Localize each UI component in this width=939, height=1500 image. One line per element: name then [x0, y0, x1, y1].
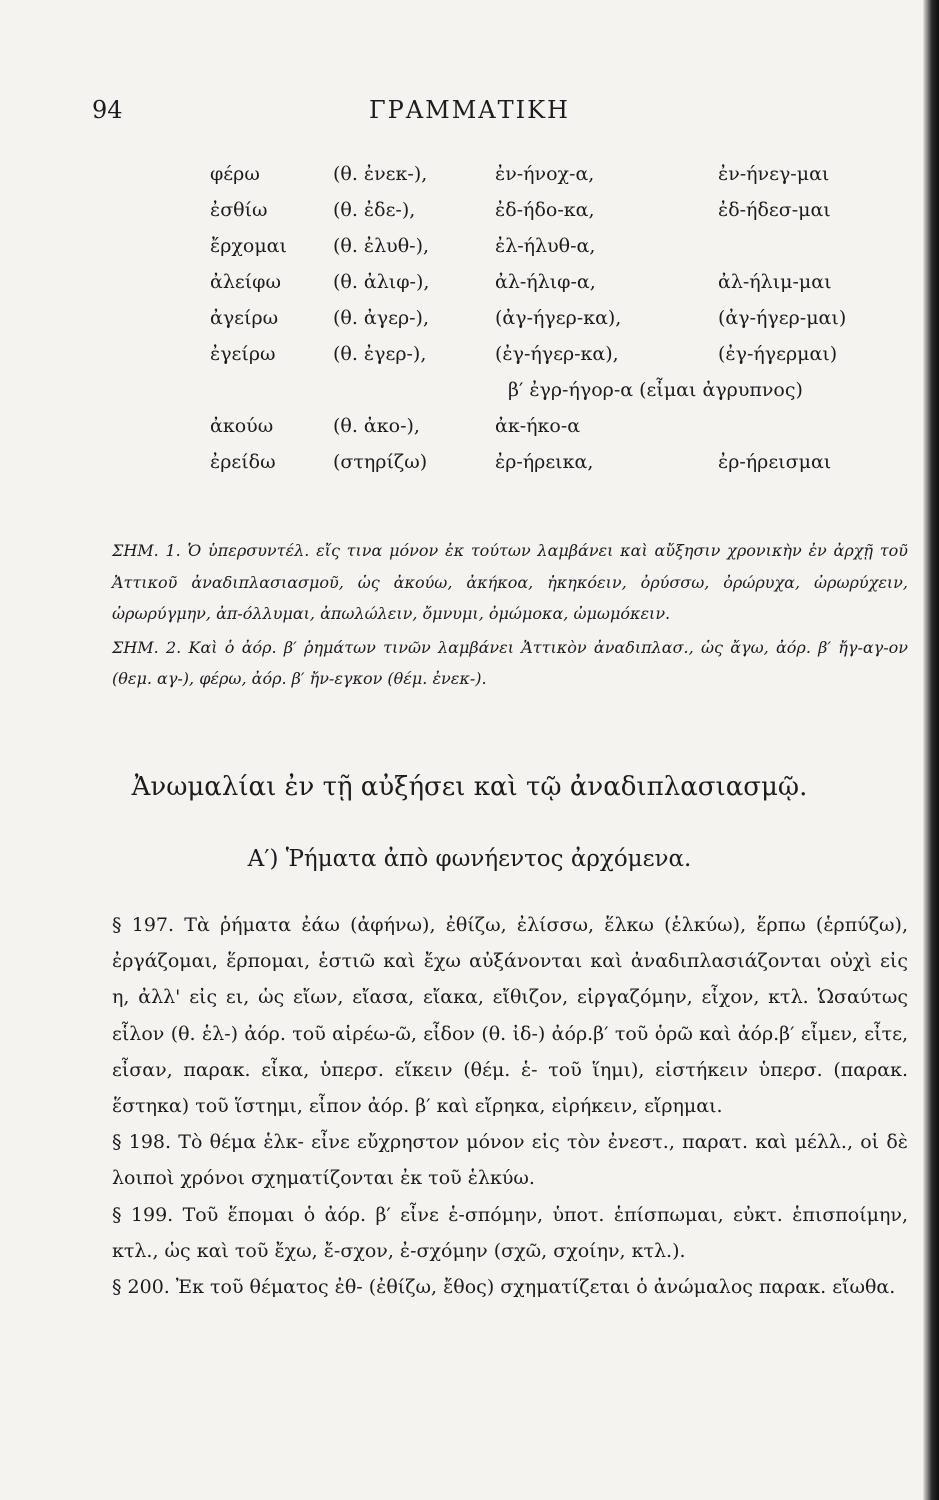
note-2: ΣΗΜ. 2. Καὶ ὁ ἀόρ. β′ ῥημάτων τινῶν λαμβάνει Ἀττικὸν ἀναδιπλασ., ὡς ἄγω, ἀόρ. β′ ἤγ-αγ-ον (θεμ. αγ-), φέρω, ἀόρ. β′ ἤν-εγκον (θέμ. ἐνεκ-). [112, 637, 908, 688]
verb-theme: (θ. ἐδε-), [333, 199, 416, 221]
verb-theme: (θ. ἀλιφ-), [333, 271, 430, 293]
section-title: Ἀνωμαλίαι ἐν τῇ αὐξήσει καὶ τῷ ἀναδιπλασιασμῷ. [131, 772, 808, 802]
verb: ἀλείφω [210, 271, 281, 293]
verb-passive: ἐρ-ήρεισμαι [718, 451, 832, 473]
verb-passive: (ἐγ-ήγερμαι) [718, 343, 838, 365]
verb-perfect: ἐδ-ήδο-κα, [495, 199, 595, 221]
verb-theme: (θ. ἐλυθ-), [333, 235, 430, 257]
verb-theme: (θ. ἀγερ-), [333, 307, 430, 329]
paragraph-199: § 199. Τοῦ ἕπομαι ὁ ἀόρ. β′ εἶνε ἑ-σπόμην, ὑποτ. ἑπίσπωμαι, εὐκτ. ἑπισποίμην, κτλ., ὡς καὶ τοῦ ἔχω, ἔ-σχον, ἐ-σχόμην (σχῶ, σχοίην, κτλ.). [112, 1203, 908, 1262]
verb-theme: (θ. ἀκο-), [333, 415, 420, 437]
verb-perfect: ἐν-ήνοχ-α, [495, 163, 595, 185]
page-header [0, 96, 939, 136]
verb-row [0, 271, 939, 307]
verb-row-extra [0, 379, 939, 415]
verb-passive: ἀλ-ήλιμ-μαι [718, 271, 832, 293]
paragraph-198: § 198. Τὸ θέμα ἑλκ- εἶνε εὔχρηστον μόνον εἰς τὸν ἐνεστ., παρατ. καὶ μέλλ., οἱ δὲ λοιποὶ χρόνοι σχηματίζονται ἐκ τοῦ ἑλκύω. [112, 1131, 908, 1190]
verb-row [0, 199, 939, 235]
verb-perfect: (ἀγ-ήγερ-κα), [495, 307, 622, 329]
body-text [112, 907, 908, 1305]
running-title: ΓΡΑΜΜΑΤΙΚΗ [369, 96, 570, 124]
verb: ἐρείδω [210, 451, 276, 473]
verb-passive: ἐν-ήνεγ-μαι [718, 163, 830, 185]
verb: φέρω [210, 163, 260, 185]
verb-row [0, 415, 939, 451]
verb-perfect: (ἐγ-ήγερ-κα), [495, 343, 619, 365]
subsection-title: Α′) Ῥήματα ἀπὸ φωνήεντος ἀρχόμενα. [247, 846, 692, 872]
note-1: ΣΗΜ. 1. Ὁ ὑπερσυντέλ. εἴς τινα μόνον ἐκ τούτων λαμβάνει καὶ αὔξησιν χρονικὴν ἐν ἀρχῇ τοῦ Ἀττικοῦ ἀναδιπλασιασμοῦ, ὡς ἀκούω, ἀκήκοα, ἠκηκόειν, ὀρύσσω, ὀρώρυχα, ὠρωρύχειν, ὠρωρύγμην, ἀπ-όλλυμαι, ἀπωλώλειν, ὄμνυμι, ὀμώμοκα, ὠμωμόκειν. [112, 541, 908, 623]
paragraph-197: § 197. Τὰ ῥήματα ἐάω (ἀφήνω), ἐθίζω, ἐλίσσω, ἕλκω (ἑλκύω), ἕρπω (ἑρπύζω), ἐργάζομαι, ἕρπομαι, ἑστιῶ καὶ ἔχω αὐξάνονται καὶ ἀναδιπλασιάζονται οὐχὶ εἰς η, ἀλλ' εἰς ει, ὡς εἴων, εἴασα, εἴακα, εἴθιζον, εἰργαζόμην, εἶχον, κτλ. Ὡσαύτως εἷλον (θ. ἑλ-) ἀόρ. τοῦ αἱρέω-ῶ, εἶδον (θ. ἰδ-) ἀόρ.β′ τοῦ ὁρῶ καὶ ἀόρ.β′ εἶμεν, εἶτε, εἶσαν, παρακ. εἷκα, ὑπερσ. εἵκειν (θέμ. ἑ- τοῦ ἵημι), εἱστήκειν ὑπερσ. (παρακ. ἕστηκα) τοῦ ἵστημι, εἶπον ἀόρ. β′ καὶ εἴρηκα, εἰρήκειν, εἴρημαι. [112, 914, 908, 1118]
verb: ἀγείρω [210, 307, 279, 329]
verb-row [0, 307, 939, 343]
page-number: 94 [92, 96, 123, 124]
verb-perfect: ἀλ-ήλιφ-α, [495, 271, 596, 293]
verb-perfect: ἐρ-ήρεικα, [495, 451, 594, 473]
verb-row [0, 163, 939, 199]
verb: ἔρχομαι [210, 235, 287, 257]
verb-passive: (ἀγ-ήγερ-μαι) [718, 307, 847, 329]
verb-row [0, 235, 939, 271]
verb-passive: ἐδ-ήδεσ-μαι [718, 199, 831, 221]
verb-extra-form: β′ ἐγρ-ήγορ-α (εἶμαι ἀγρυπνος) [508, 379, 803, 401]
verb-row [0, 343, 939, 379]
verb-perfect: ἐλ-ήλυθ-α, [495, 235, 596, 257]
verb-theme: (θ. ἐγερ-), [333, 343, 427, 365]
verb-row [0, 451, 939, 487]
verb-theme: (στηρίζω) [333, 451, 428, 473]
verb: ἀκούω [210, 415, 274, 437]
verb-theme: (θ. ἐνεκ-), [333, 163, 428, 185]
verb: ἐγείρω [210, 343, 276, 365]
notes [112, 535, 908, 695]
verb: ἐσθίω [210, 199, 268, 221]
verb-table [0, 163, 939, 487]
verb-perfect: ἀκ-ήκο-α [495, 415, 581, 437]
paragraph-200: § 200. Ἐκ τοῦ θέματος ἐθ- (ἐθίζω, ἔθος) σχηματίζεται ὁ ἀνώμαλος παρακ. εἴωθα. [112, 1276, 896, 1299]
